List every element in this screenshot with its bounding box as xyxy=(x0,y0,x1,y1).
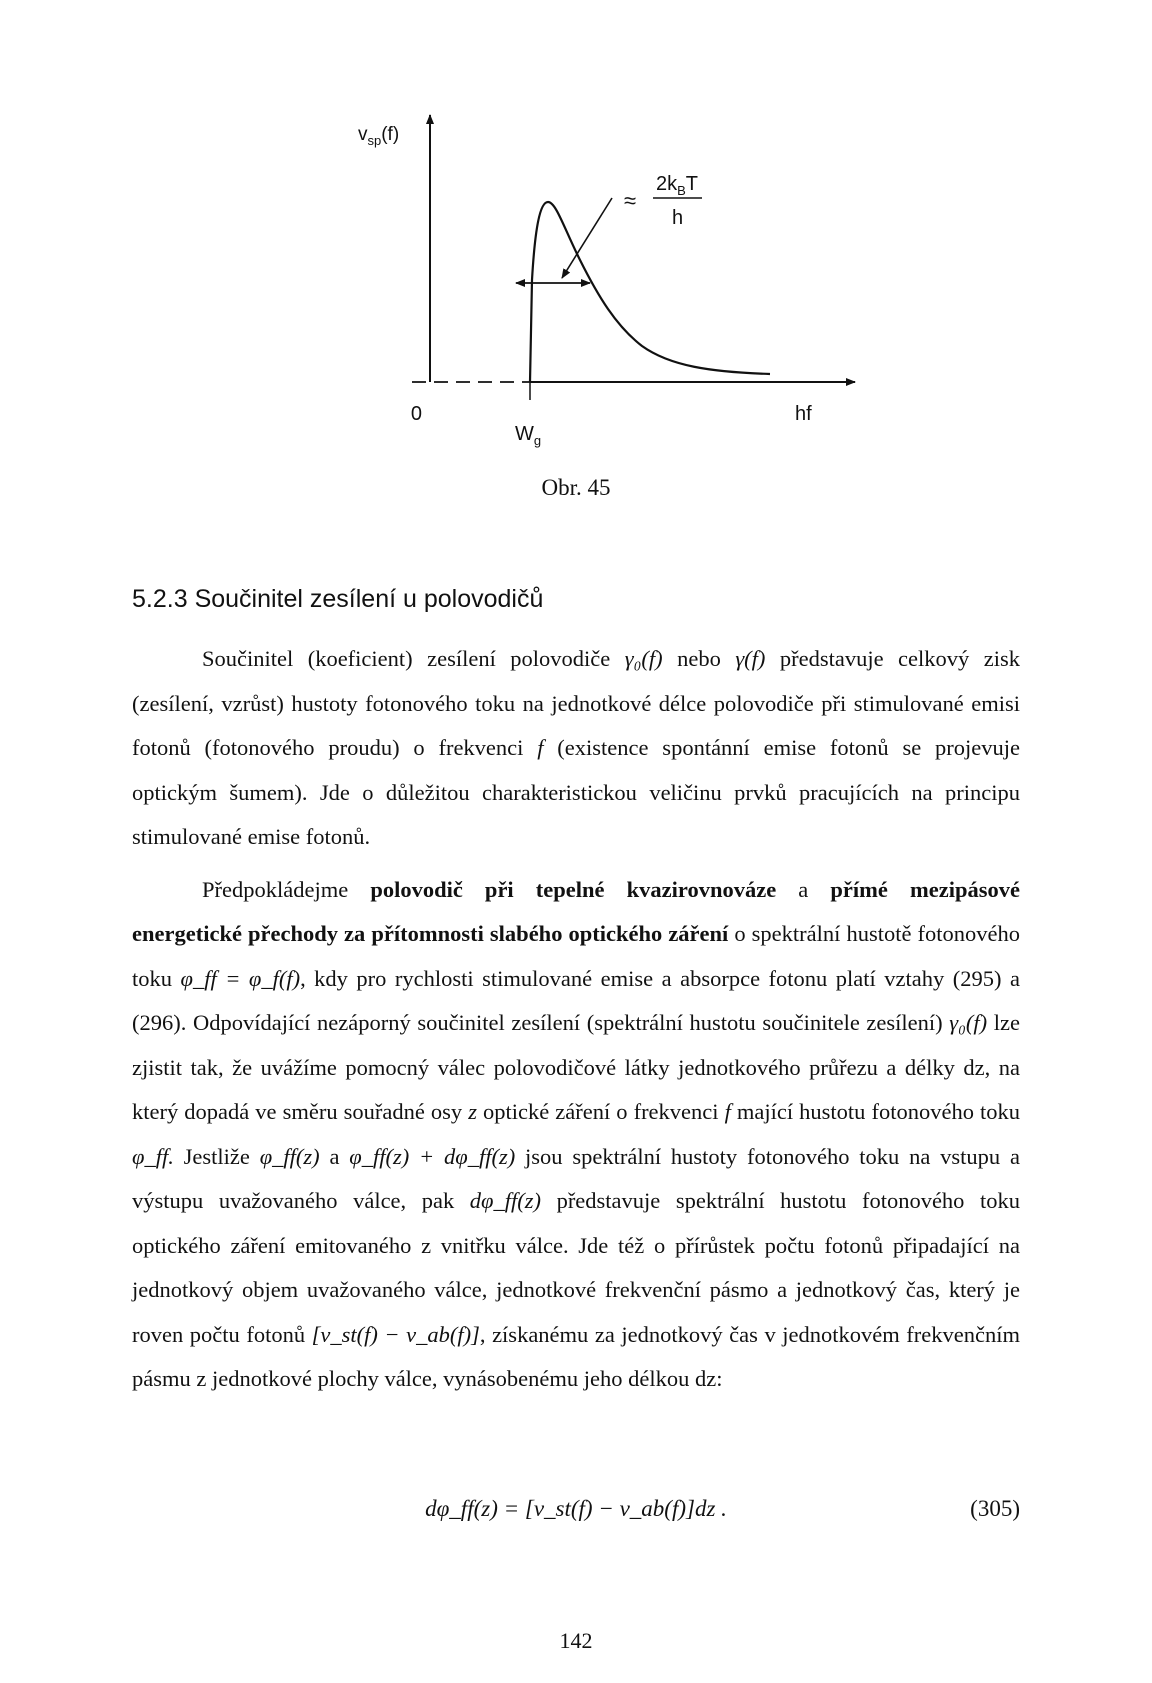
equation-body: dφ_ff(z) = [v_st(f) − v_ab(f)]dz . xyxy=(425,1496,727,1521)
math-gamma: γ(f) xyxy=(735,646,766,671)
math-gamma0: γ₀(f) xyxy=(624,646,663,671)
math-expression: φ_ff(z) xyxy=(259,1143,320,1169)
section-number: 5.2.3 xyxy=(132,585,188,613)
math-expression: z xyxy=(468,1099,477,1124)
text-run: jsou spektrální hustoty fotonového toku na vstupu a výstupu uvažovaného válce, pak xyxy=(132,1143,1020,1213)
approx-symbol: ≈ xyxy=(624,188,637,213)
spectrum-curve xyxy=(530,202,770,382)
text-run: Předpokládejme xyxy=(202,876,371,902)
section-title: Součinitel zesílení u polovodičů xyxy=(194,585,544,613)
body-text xyxy=(132,637,1020,1402)
text-run: lze zjistit tak, že uvážíme pomocný válec polovodičové látky jednotkového průřezu a délky dz, na který dopadá ve směru souřadné osy xyxy=(132,1010,1020,1124)
text-run: a xyxy=(776,876,831,902)
section-heading xyxy=(132,585,543,614)
y-axis-label: $v_{sp}(f)$ xyxy=(358,124,400,148)
text-run: a xyxy=(319,1143,350,1169)
math-expression: φ_ff(z) + dφ_ff(z) xyxy=(349,1143,516,1169)
math-expression: f xyxy=(724,1099,731,1124)
math-f: f xyxy=(537,735,544,760)
page-number: 142 xyxy=(559,1628,593,1653)
paragraph-2 xyxy=(132,868,1020,1402)
text-run: (existence spontánní emise fotonů se projevuje optickým šumem). Jde o důležitou charakteristickou veličinu prvků pracujících na principu stimulované emise fotonů. xyxy=(132,735,1020,849)
text-run: Jestliže xyxy=(173,1143,260,1169)
text-run: mající hustotu fotonového toku xyxy=(730,1099,1020,1124)
math-expression: γ₀(f) xyxy=(949,1010,988,1035)
bold-phrase: přímé mezipásové energetické přechody za přítomnosti slabého optického záření xyxy=(132,876,1020,946)
gap-label: $W_g$ xyxy=(515,423,542,448)
text-run: představuje spektrální hustotu fotonového toku optického záření emitovaného z vnitřku válce. Jde též o přírůstek počtu fotonů připadající na jednotkový objem uvažovaného válce, jednotkové frekvenční pásmo a jednotkový čas, který je roven počtu fotonů xyxy=(132,1188,1020,1347)
text-run: , kdy pro rychlosti stimulované emise a absorpce fotonu platí vztahy (295) a (296). Odpovídající nezáporný součinitel zesílení (spektrální hustotu součinitele zesílení) xyxy=(132,965,1020,1035)
text-run: představuje celkový zisk (zesílení, vzrůst) hustoty fotonového toku na jednotkové délce polovodiče při stimulované emisi fotonů (fotonového proudu) o frekvenci xyxy=(132,646,1020,760)
text-run: optické záření o frekvenci xyxy=(476,1099,725,1124)
equation-number: (305) xyxy=(970,1496,1020,1521)
figure-caption: Obr. 45 xyxy=(541,475,611,500)
width-numerator: $2k_BT$ xyxy=(656,173,699,198)
math-expression: [v_st(f) − v_ab(f)] xyxy=(311,1321,480,1347)
paragraph-1 xyxy=(132,637,1020,860)
equation-305 xyxy=(132,1487,1020,1531)
bold-phrase: polovodič při tepelné kvazirovnováze xyxy=(370,876,777,902)
text-run: , získanému za jednotkový čas v jednotkovém frekvenčním pásmu z jednotkové plochy válce, vynásobenému jeho délkou dz: xyxy=(132,1321,1020,1391)
math-expression: φ_ff = φ_f(f) xyxy=(180,965,301,991)
spectrum-figure xyxy=(358,110,880,470)
origin-label: 0 xyxy=(410,403,422,425)
text-run: Součinitel (koeficient) zesílení polovodiče xyxy=(202,646,625,671)
text-run: nebo xyxy=(662,646,736,671)
width-denominator: h xyxy=(672,207,684,229)
spectrum-plot xyxy=(358,110,880,470)
math-expression: φ_ff. xyxy=(132,1143,174,1169)
math-expression: dφ_ff(z) xyxy=(469,1188,541,1213)
text-run: o spektrální hustotě fotonového toku xyxy=(132,921,1020,991)
x-axis-label: hf xyxy=(795,403,812,425)
